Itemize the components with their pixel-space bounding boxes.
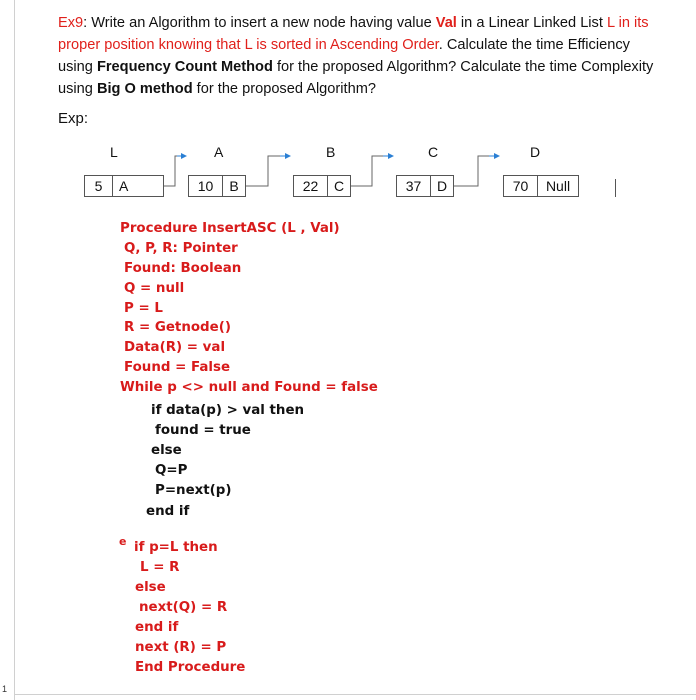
pointer-label-l: L — [110, 144, 118, 160]
code-line-procedure: Procedure InsertASC (L , Val) — [120, 221, 340, 236]
node-value: 37 — [397, 176, 431, 196]
page-number: 1 — [2, 684, 8, 694]
code-line-getnode: R = Getnode() — [124, 320, 231, 335]
question-part-1: : Write an Algorithm to insert a new node having value — [83, 15, 436, 31]
node-value: 5 — [85, 176, 113, 196]
code-line-q-null: Q = null — [124, 281, 185, 296]
code-line-end-if-2: end if — [135, 620, 179, 635]
code-line-found-false: Found = False — [124, 360, 231, 375]
code-line-if-data: if data(p) > val then — [151, 403, 305, 418]
question-red-line: L in its proper position knowing that L is sorted in Ascending Order — [58, 15, 649, 53]
question-val: Val — [435, 15, 457, 31]
code-line-data-r: Data(R) = val — [124, 340, 226, 355]
link-arrow-1 — [164, 156, 184, 186]
question-fcm: Frequency Count Method — [96, 59, 273, 75]
node-next: A — [119, 178, 129, 194]
code-line-pointers: Q, P, R: Pointer — [124, 241, 238, 256]
code-line-if-p-l: if p=L then — [134, 540, 218, 555]
pointer-label-b: B — [326, 144, 336, 160]
code-line-next-r: next (R) = P — [135, 640, 227, 655]
code-line-l-r: L = R — [140, 560, 180, 575]
code-line-next-q: next(Q) = R — [139, 600, 228, 615]
pointer-label-a: A — [214, 144, 224, 160]
code-line-while: While p <> null and Found = false — [120, 380, 378, 395]
link-arrow-2 — [246, 156, 288, 186]
link-arrow-4 — [454, 156, 497, 186]
node-value: 10 — [189, 176, 223, 196]
question-bigo: Big O method — [96, 81, 193, 97]
code-line-boolean: Found: Boolean — [124, 261, 242, 276]
question-part-5: for the proposed Algorithm? — [192, 81, 376, 97]
node-next: Null — [545, 178, 571, 194]
node-next: D — [436, 178, 448, 194]
code-line-end-procedure: End Procedure — [135, 660, 246, 675]
code-line-else-1: else — [151, 443, 182, 458]
example-label: Exp: — [58, 110, 89, 127]
code-line-else-2: else — [135, 580, 166, 595]
node-next: C — [333, 178, 345, 194]
node-next: B — [229, 178, 239, 194]
code-line-p-next: P=next(p) — [155, 483, 232, 498]
question-part-3: . Calculate the time Efficiency using — [58, 37, 630, 75]
code-line-end-if-1: end if — [146, 504, 190, 519]
code-line-p-l: P = L — [124, 301, 163, 316]
code-stray-e: e — [119, 535, 127, 548]
code-line-found-true: found = true — [155, 423, 251, 438]
pointer-label-d: D — [530, 144, 541, 160]
code-line-q-p: Q=P — [155, 463, 188, 478]
link-arrow-3 — [351, 156, 391, 186]
node-value: 70 — [504, 176, 538, 196]
question-part-4: for the proposed Algorithm? Calculate the time Complexity using — [58, 59, 654, 97]
node-value: 22 — [294, 176, 328, 196]
question-part-2: in a Linear Linked List — [456, 15, 603, 31]
question-prefix: Ex9 — [58, 15, 84, 31]
pointer-label-c: C — [428, 144, 439, 160]
